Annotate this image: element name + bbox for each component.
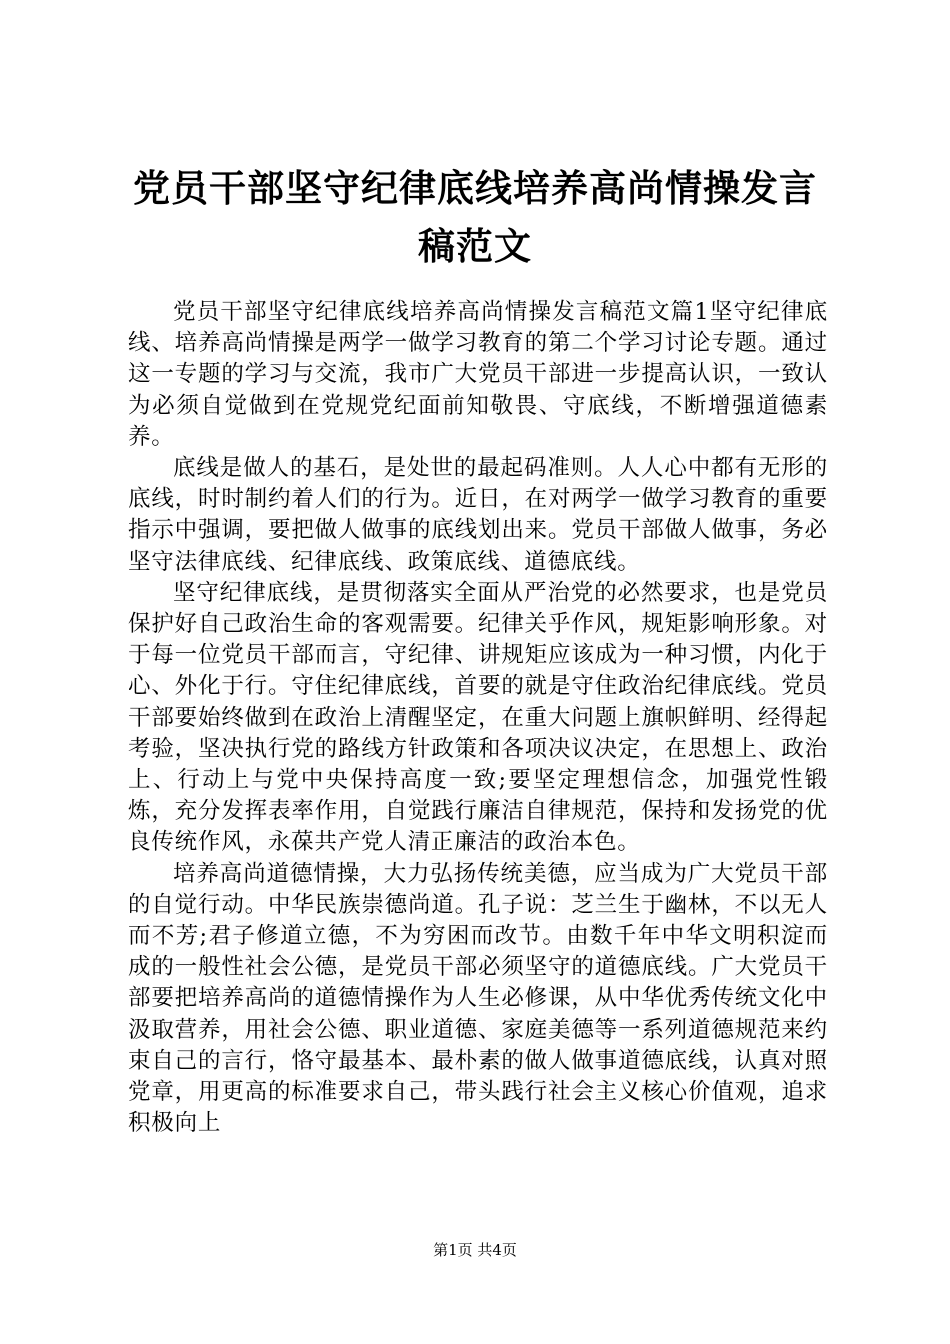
paragraph-2: 底线是做人的基石，是处世的最起码准则。人人心中都有无形的底线，时时制约着人们的行为。近日，在对两学一做学习教育的重要指示中强调，要把做人做事的底线划出来。党员干部做人做事，务必坚守法律底线、纪律底线、政策底线、道德底线。 [128, 455, 828, 575]
paragraph-3: 坚守纪律底线，是贯彻落实全面从严治党的必然要求，也是党员保护好自己政治生命的客观需要。纪律关乎作风，规矩影响形象。对于每一位党员干部而言，守纪律、讲规矩应该成为一种习惯，内化于心、外化于行。守住纪律底线，首要的就是守住政治纪律底线。党员干部要始终做到在政治上清醒坚定，在重大问题上旗帜鲜明、经得起考验，坚决执行党的路线方针政策和各项决议决定，在思想上、政治上、行动上与党中央保持高度一致;要坚定理想信念，加强党性锻炼，充分发挥表率作用，自觉践行廉洁自律规范，保持和发扬党的优良传统作风，永葆共产党人清正廉洁的政治本色。 [128, 579, 828, 856]
document-body [128, 297, 828, 1139]
document-title: 党员干部坚守纪律底线培养高尚情操发言稿范文 [133, 167, 817, 268]
paragraph-4: 培养高尚道德情操，大力弘扬传统美德，应当成为广大党员干部的自觉行动。中华民族崇德尚道。孔子说：芝兰生于幽林，不以无人而不芳;君子修道立德，不为穷困而改节。由数千年中华文明积淀而成的一般性社会公德，是党员干部必须坚守的道德底线。广大党员干部要把培养高尚的道德情操作为人生必修课，从中华优秀传统文化中汲取营养，用社会公德、职业道德、家庭美德等一系列道德规范来约束自己的言行，恪守最基本、最朴素的做人做事道德底线，认真对照党章，用更高的标准要求自己，带头践行社会主义核心价值观，追求积极向上 [128, 860, 828, 1137]
paragraph-1: 党员干部坚守纪律底线培养高尚情操发言稿范文篇1坚守纪律底线、培养高尚情操是两学一做学习教育的第二个学习讨论专题。通过这一专题的学习与交流，我市广大党员干部进一步提高认识，一致认为必须自觉做到在党规党纪面前知敬畏、守底线，不断增强道德素养。 [128, 299, 828, 450]
page-number: 第1页 共4页 [433, 1241, 517, 1259]
